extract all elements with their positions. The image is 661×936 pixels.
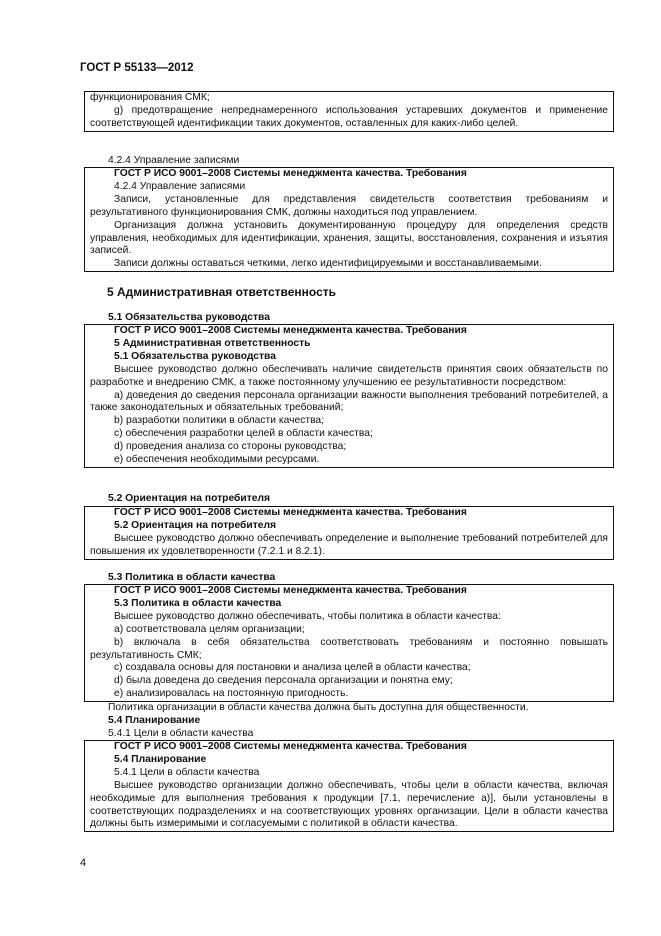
box-list-item: e) обеспечения необходимыми ресурсами. bbox=[114, 454, 320, 466]
section-4-2-4-title: 4.2.4 Управление записями bbox=[108, 155, 240, 166]
section-5-title: 5 Административная ответственность bbox=[107, 285, 337, 299]
quote-box-5-1 bbox=[84, 324, 614, 468]
box-paragraph: Высшее руководство должно обеспечивать определение и выполнение требований потребителей для повышения их удовлетворенности (7.2.1 и 8.2.1). bbox=[90, 532, 608, 557]
box-paragraph: Записи, установленные для представления свидетельств соответствия требованиям и результативного функционирования СМК, должны находиться под управлением. bbox=[90, 193, 608, 218]
box-standard-title: ГОСТ Р ИСО 9001–2008 Системы менеджмента качества. Требования bbox=[114, 168, 467, 179]
quote-box-4-2-4 bbox=[84, 167, 614, 272]
box-paragraph: Организация должна установить документированную процедуру для определения средств управления, необходимых для идентификации, хранения, защиты, восстановления, сохранения и изъятия записей. bbox=[90, 219, 608, 257]
section-5-4-1-title: 5.4.1 Цели в области качества bbox=[108, 728, 254, 739]
continuation-box bbox=[84, 91, 614, 132]
section-5-4-title: 5.4 Планирование bbox=[108, 715, 201, 726]
box-standard-title: ГОСТ Р ИСО 9001–2008 Системы менеджмента качества. Требования bbox=[114, 325, 467, 336]
box-paragraph: Высшее руководство должно обеспечивать, чтобы политика в области качества: bbox=[114, 610, 501, 622]
box-subheading: 5.4.1 Цели в области качества bbox=[114, 766, 260, 778]
quote-box-5-4 bbox=[84, 740, 614, 832]
box-subheading: 5 Административная ответственность bbox=[114, 337, 311, 349]
box-list-item: d) была доведена до сведения персонала организации и понятна ему; bbox=[114, 675, 453, 687]
quote-box-5-2 bbox=[84, 506, 614, 560]
box-standard-title: ГОСТ Р ИСО 9001–2008 Системы менеджмента качества. Требования bbox=[114, 741, 467, 752]
box-list-item: b) разработки политики в области качества; bbox=[114, 415, 325, 427]
box-list-item: e) анализировалась на постоянную пригодность. bbox=[114, 688, 349, 700]
box-subheading: 4.2.4 Управление записями bbox=[114, 180, 246, 192]
box-list-item: b) включала в себя обязательства соответствовать требованиям и постоянно повышать результативность СМК; bbox=[90, 636, 608, 661]
box1-line1: функционирования СМК; bbox=[90, 92, 210, 103]
box-subheading: 5.1 Обязательства руководства bbox=[114, 350, 276, 362]
document-header: ГОСТ Р 55133—2012 bbox=[80, 62, 194, 74]
box-list-item: d) проведения анализа со стороны руководства; bbox=[114, 441, 347, 453]
box-list-item: a) соответствовала целям организации; bbox=[114, 623, 305, 635]
policy-availability-text: Политика организации в области качества должна быть доступна для общественности. bbox=[108, 702, 529, 713]
page-number: 4 bbox=[80, 857, 87, 869]
box-list-item: c) обеспечения разработки целей в области качества; bbox=[114, 428, 373, 440]
box-subheading: 5.4 Планирование bbox=[114, 753, 207, 765]
box-paragraph: Высшее руководство должно обеспечивать наличие свидетельств принятия своих обязательств по разработке и внедрению СМК, а также постоянному улучшению ее результативности посредством: bbox=[90, 363, 608, 388]
quote-box-5-3 bbox=[84, 584, 614, 702]
section-5-3-title: 5.3 Политика в области качества bbox=[108, 572, 276, 583]
box-subheading: 5.3 Политика в области качества bbox=[114, 597, 282, 609]
box-standard-title: ГОСТ Р ИСО 9001–2008 Системы менеджмента качества. Требования bbox=[114, 507, 467, 518]
box-paragraph: Записи должны оставаться четкими, легко идентифицируемыми и восстанавливаемыми. bbox=[114, 258, 542, 270]
box-list-item: a) доведения до сведения персонала организации важности выполнения требований потребителей, а также законодательных и обязательных требований; bbox=[90, 389, 608, 414]
box-subheading: 5.2 Ориентация на потребителя bbox=[114, 519, 277, 531]
box1-item-g: g) предотвращение непреднамеренного использования устаревших документов и применение соответствующей идентификации таких документов, оставленных для каких-либо целей. bbox=[90, 104, 608, 129]
section-5-2-title: 5.2 Ориентация на потребителя bbox=[108, 493, 271, 504]
box-paragraph: Высшее руководство организации должно обеспечивать, чтобы цели в области качества, включая необходимые для выполнения требования к продукции [7.1, перечисление a)], были установлены в соответствующих подразделениях и на соответствующих уровнях организации. Цели в области качества должны быть измеримыми и согласуемыми с политикой в области качества. bbox=[90, 779, 608, 830]
box-standard-title: ГОСТ Р ИСО 9001–2008 Системы менеджмента качества. Требования bbox=[114, 585, 467, 596]
section-5-1-title: 5.1 Обязательства руководства bbox=[108, 312, 270, 323]
box-list-item: c) создавала основы для постановки и анализа целей в области качества; bbox=[114, 662, 471, 674]
